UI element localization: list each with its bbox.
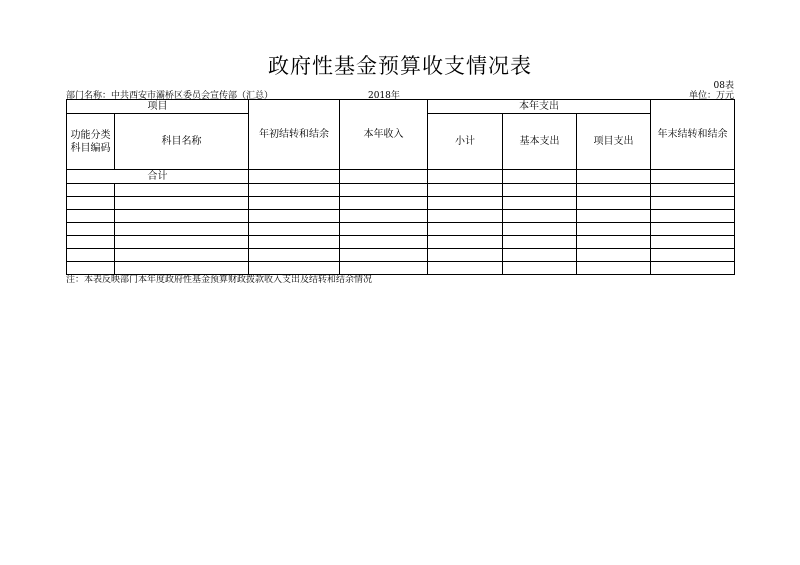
footnote: 注：本表反映部门本年度政府性基金预算财政拨款收入支出及结转和结余情况: [66, 275, 373, 285]
header-subject-name: 科目名称: [115, 114, 249, 170]
header-opening-balance: 年初结转和结余: [249, 100, 340, 170]
header-project-expense: 项目支出: [577, 114, 651, 170]
department-name: 部门名称：中共西安市灞桥区委员会宣传部（汇总）: [66, 91, 274, 101]
table-code: 08表: [713, 81, 734, 91]
report-title: 政府性基金预算收支情况表: [268, 54, 532, 78]
table-row: [67, 210, 735, 223]
header-basic-expense: 基本支出: [503, 114, 577, 170]
report-year: 2018年: [368, 91, 400, 101]
total-row: [67, 170, 735, 184]
table-row: [67, 197, 735, 210]
total-label: 合计: [67, 170, 249, 184]
header-closing-balance: 年末结转和结余: [651, 100, 735, 170]
header-annual-income: 本年收入: [340, 100, 428, 170]
header-subtotal: 小计: [428, 114, 503, 170]
budget-table: [66, 99, 735, 275]
header-annual-expense: 本年支出: [428, 100, 651, 114]
table-row: [67, 249, 735, 262]
table-row: [67, 236, 735, 249]
header-func-code: 功能分类科目编码: [67, 114, 115, 170]
table-row: [67, 223, 735, 236]
table-row: [67, 184, 735, 197]
header-item: 项目: [67, 100, 249, 114]
unit-label: 单位：万元: [688, 91, 734, 101]
